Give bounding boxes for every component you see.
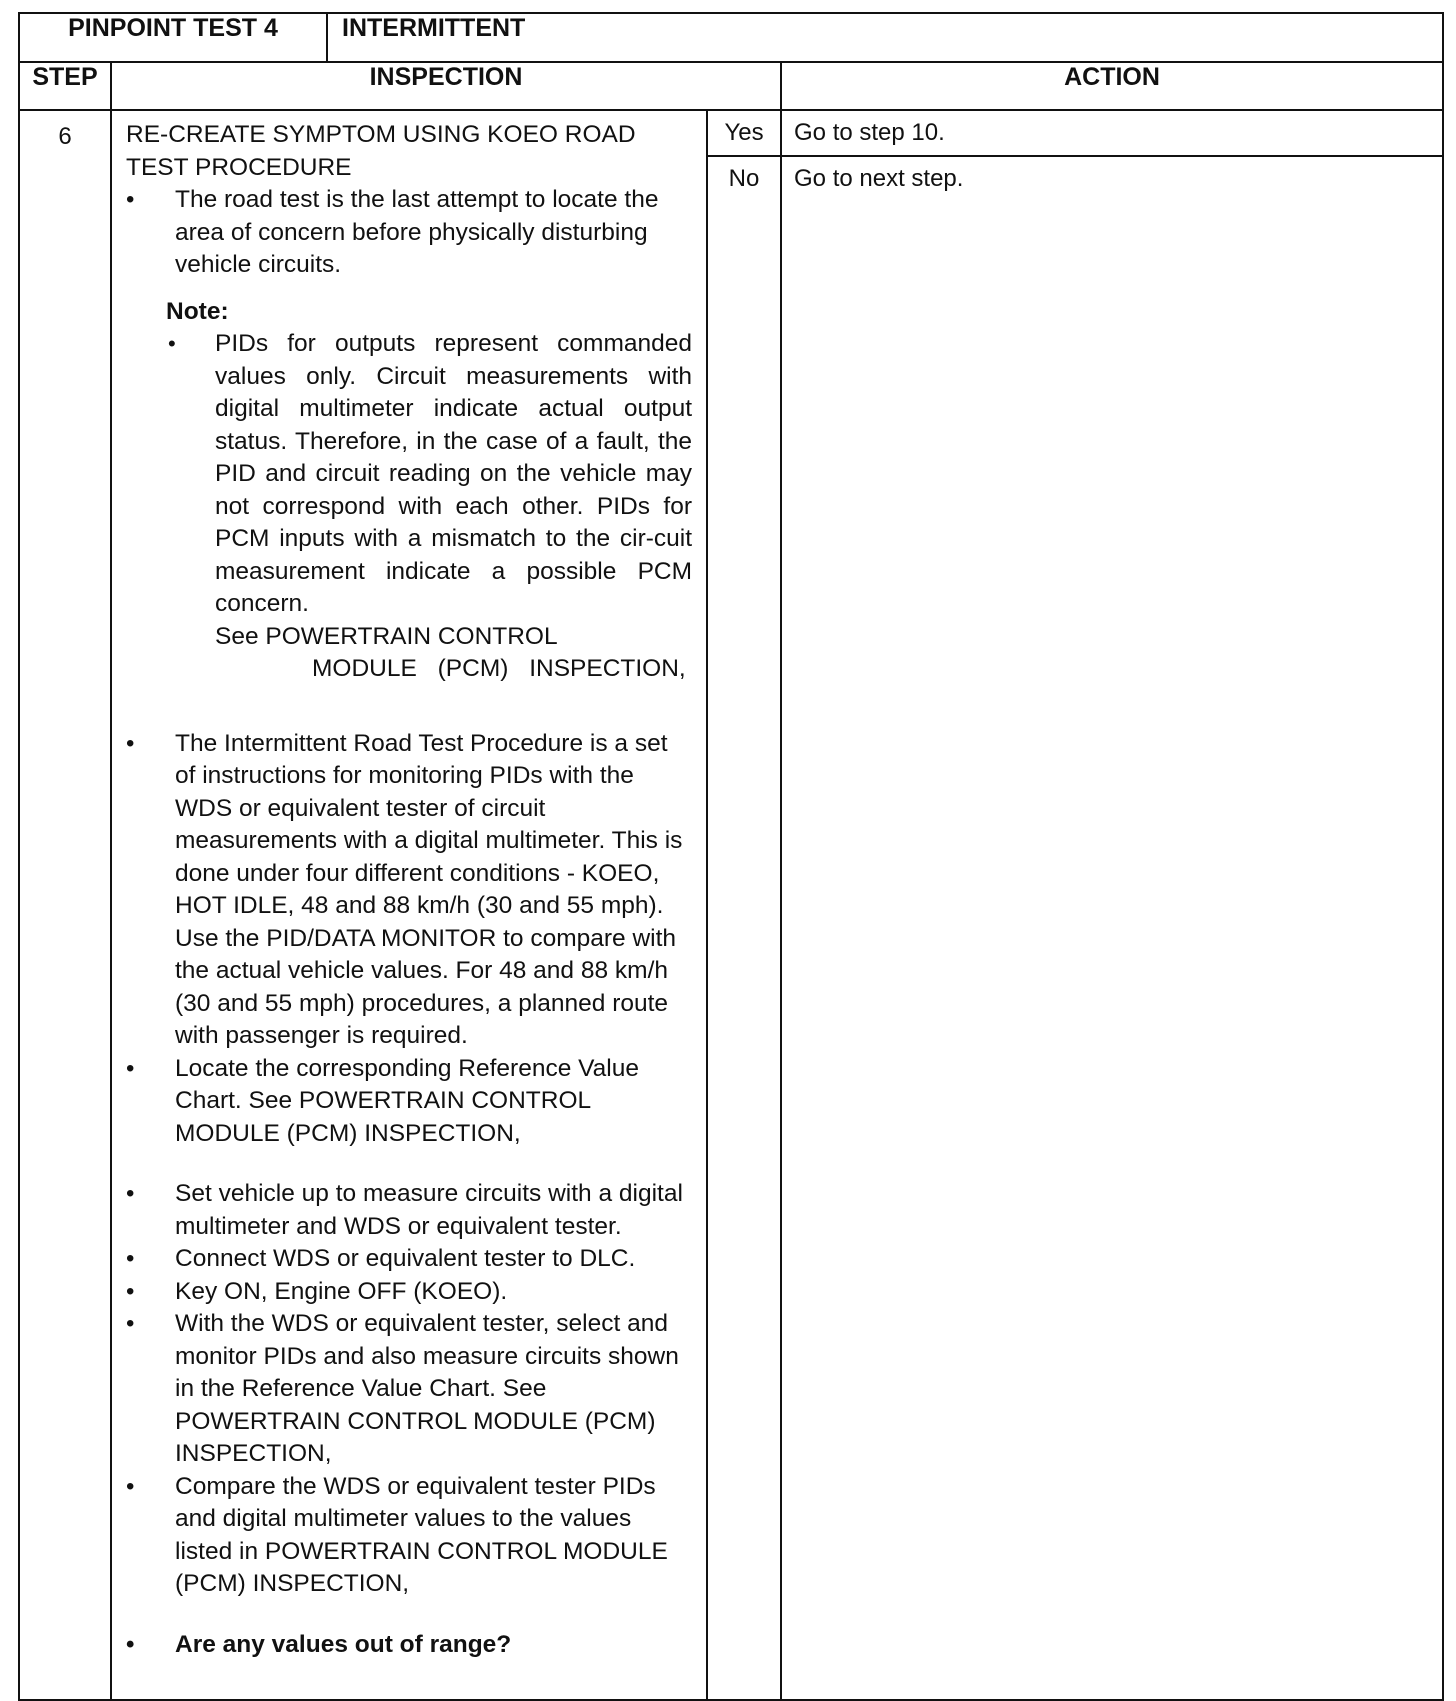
spacer [126,1601,692,1629]
note-reference-line2: MODULE (PCM) INSPECTION, [312,655,686,682]
note-label: Note: [166,297,229,325]
test-header-row [19,13,1443,62]
step-row [19,110,1443,1700]
step-heading-line1: RE-CREATE SYMPTOM USING KOEO ROAD [126,121,636,148]
bullet-road-test: • The road test is the last attempt to locate the area of concern before physically disturbing vehicle circuits. [126,184,695,282]
step-number: 6 [19,110,111,1700]
action-cell [781,110,1443,1700]
column-header-row [19,62,1443,110]
bullet-locate-chart: • Locate the corresponding Reference Value Chart. See POWERTRAIN CONTROL MODULE (PCM) INSPECTION, [126,1053,687,1151]
note-reference-line1: See POWERTRAIN CONTROL [215,622,558,650]
bullet-monitor: • With the WDS or equivalent tester, select and monitor PIDs and also measure circuits shown in the Reference Value Chart. See POWERTRAIN CONTROL MODULE (PCM) INSPECTION, [126,1308,687,1471]
pinpoint-test-page [18,12,1442,1698]
no-action: Go to next step. [794,165,964,192]
inspection-column-header: INSPECTION [111,62,781,110]
bullet-question: • Are any values out of range? [126,1629,692,1662]
bullet-connect: • Connect WDS or equivalent tester to DLC. [126,1243,692,1276]
bullet-setup: • Set vehicle up to measure circuits with a digital multimeter and WDS or equivalent tester. [126,1178,687,1243]
note-text: • PIDs for outputs represent commanded values only. Circuit measurements with digital multimeter indicate actual output status. Therefore, in the case of a fault, the PID and circuit reading on the vehicle may not correspond with each other. PIDs for PCM inputs with a mismatch to the cir-cuit measurement indicate a possible PCM concern. [126,328,692,621]
bullet-key-on: • Key ON, Engine OFF (KOEO). [126,1276,692,1309]
action-column-header: ACTION [781,62,1443,110]
bullet-procedure: • The Intermittent Road Test Procedure is a set of instructions for monitoring PIDs with the WDS or equivalent tester of circuit measurements with a digital multimeter. This is done under four different conditions - KOEO, HOT IDLE, 48 and 88 km/h (30 and 55 mph). Use the PID/DATA MONITOR to compare with the actual vehicle values. For 48 and 88 km/h (30 and 55 mph) procedures, a planned route with passenger is required. [126,728,687,1053]
no-label: No [728,165,760,192]
test-subject: INTERMITTENT [327,13,1443,62]
bullet-compare: • Compare the WDS or equivalent tester PIDs and digital multimeter values to the values listed in POWERTRAIN CONTROL MODULE (PCM) INSPECTION, [126,1471,687,1601]
inspection-cell [111,110,707,1700]
pinpoint-test-table [18,12,1444,1701]
spacer [126,686,692,728]
yes-action: Go to step 10. [782,111,1442,157]
step-column-header: STEP [19,62,111,110]
yes-label: Yes [708,111,780,157]
test-title: PINPOINT TEST 4 [19,13,327,62]
yes-no-cell [707,110,781,1700]
spacer [126,1150,692,1178]
step-heading-line2: TEST PROCEDURE [126,153,352,181]
